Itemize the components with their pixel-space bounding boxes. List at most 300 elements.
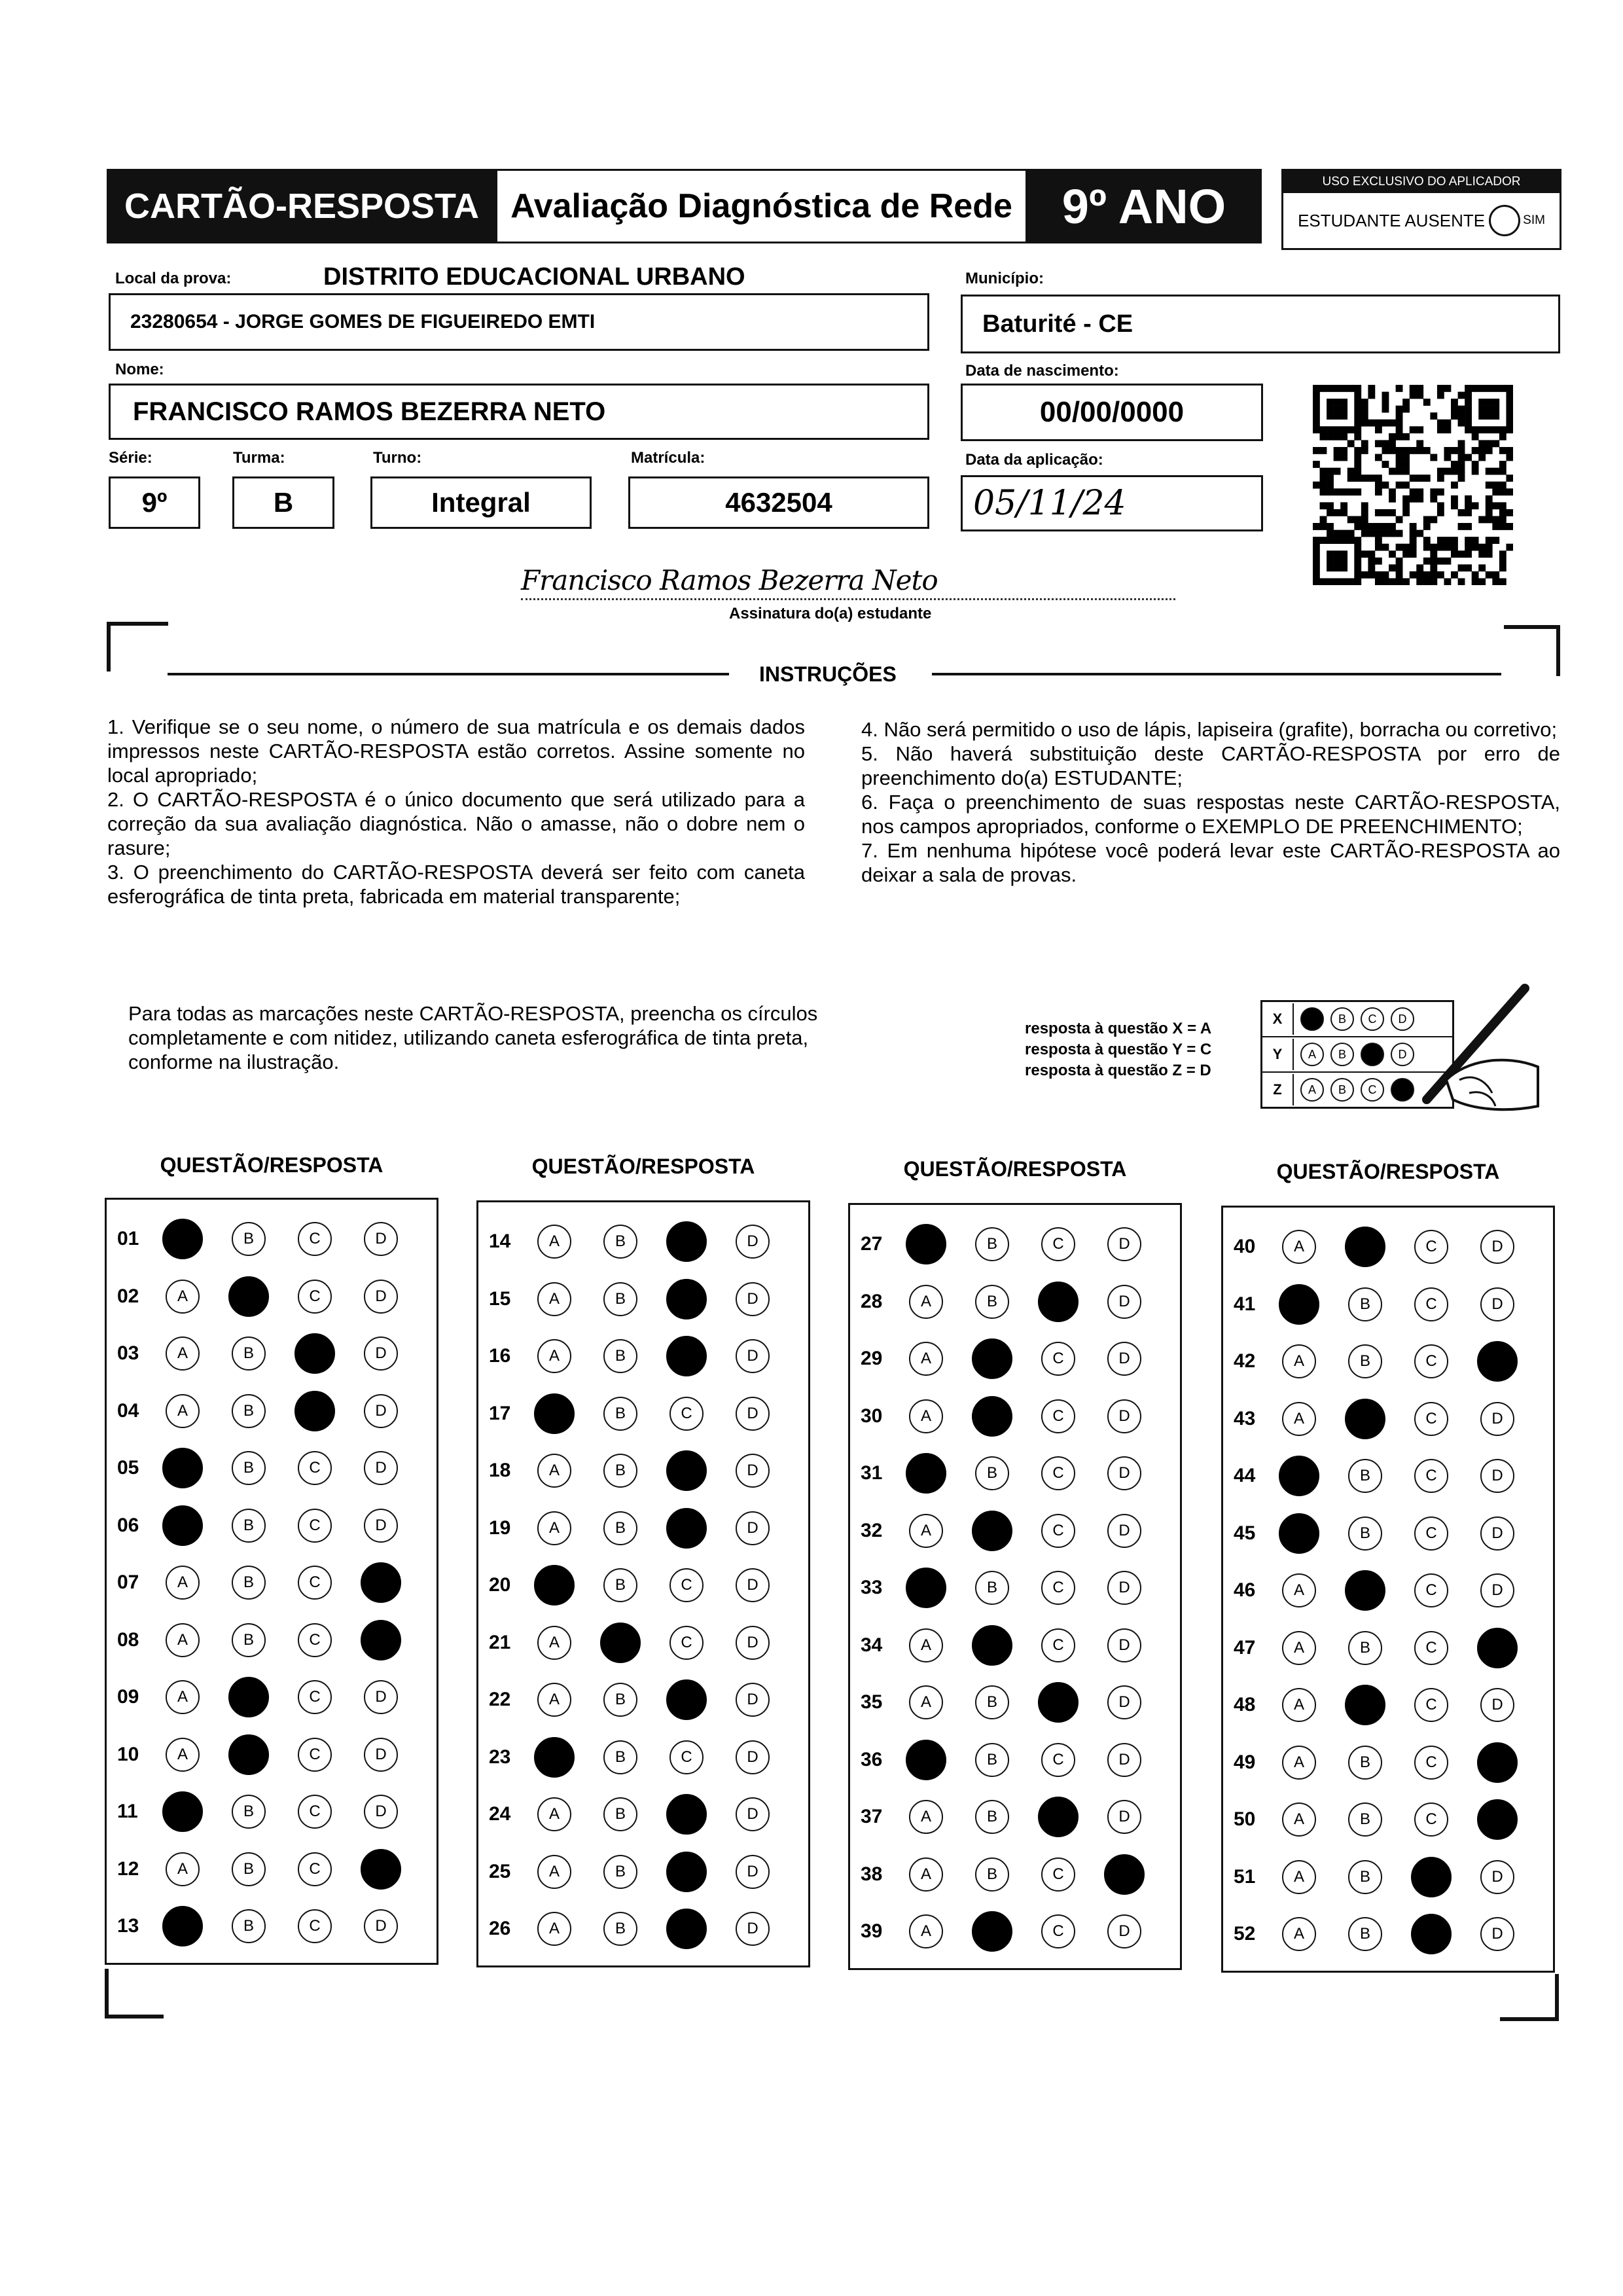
- answer-bubble-d[interactable]: D: [736, 1568, 770, 1602]
- example-bubble-d: D: [1391, 1043, 1414, 1066]
- answer-bubble-a[interactable]: A: [1282, 1917, 1316, 1951]
- local-label: Local da prova:: [115, 270, 232, 287]
- answer-bubble-d[interactable]: D: [1107, 1227, 1141, 1261]
- answer-bubble-c[interactable]: C: [666, 1336, 707, 1376]
- answer-bubble-d[interactable]: D: [1480, 1860, 1514, 1894]
- answer-bubble-c[interactable]: C: [1041, 1571, 1075, 1605]
- question-number: 12: [117, 1857, 139, 1880]
- answer-bubble-b[interactable]: B: [1348, 1459, 1382, 1493]
- answer-bubble-d[interactable]: D: [1477, 1341, 1518, 1382]
- question-number: 03: [117, 1342, 139, 1364]
- question-number: 29: [861, 1348, 883, 1369]
- question-number: 44: [1234, 1465, 1256, 1486]
- answer-row: [850, 1855, 1173, 1894]
- answer-row: [850, 1683, 1173, 1722]
- answer-bubble-b[interactable]: B: [600, 1623, 641, 1663]
- answer-bubble-a[interactable]: A: [1282, 1344, 1316, 1378]
- answer-row: [107, 1391, 430, 1431]
- answer-bubble-b[interactable]: B: [232, 1394, 266, 1428]
- answer-bubble-b[interactable]: B: [1345, 1570, 1385, 1611]
- answer-bubble-b[interactable]: B: [603, 1282, 637, 1316]
- example-row-label: Y: [1262, 1039, 1294, 1070]
- answer-bubble-b[interactable]: B: [232, 1795, 266, 1829]
- question-number: 04: [117, 1399, 139, 1422]
- answer-bubble-d[interactable]: D: [1107, 1399, 1141, 1433]
- answer-row: [1223, 1628, 1546, 1668]
- answer-row: [1223, 1571, 1546, 1610]
- answer-bubble-d[interactable]: D: [736, 1855, 770, 1889]
- answer-bubble-d[interactable]: D: [1107, 1571, 1141, 1605]
- answer-bubble-c[interactable]: C: [298, 1680, 332, 1714]
- example-bubble-b: B: [1330, 1007, 1354, 1031]
- answer-bubble-b[interactable]: B: [972, 1511, 1012, 1551]
- question-number: 43: [1234, 1407, 1256, 1429]
- answer-bubble-d[interactable]: D: [1480, 1688, 1514, 1722]
- answer-bubble-b[interactable]: B: [1348, 1287, 1382, 1321]
- answer-bubble-b[interactable]: B: [603, 1225, 637, 1259]
- answer-bubble-d[interactable]: D: [1107, 1342, 1141, 1376]
- answer-bubble-a[interactable]: A: [534, 1565, 575, 1605]
- answer-bubble-b[interactable]: B: [972, 1911, 1012, 1952]
- answer-bubble-b[interactable]: B: [972, 1338, 1012, 1379]
- answer-bubble-c[interactable]: C: [666, 1794, 707, 1835]
- answer-bubble-a[interactable]: A: [906, 1740, 946, 1780]
- answer-bubble-c[interactable]: C: [669, 1568, 704, 1602]
- answer-bubble-b[interactable]: B: [603, 1912, 637, 1946]
- question-number: 50: [1234, 1808, 1256, 1830]
- answer-bubble-c[interactable]: C: [666, 1221, 707, 1262]
- applicator-box: [1281, 169, 1561, 250]
- answer-bubble-c[interactable]: C: [298, 1451, 332, 1485]
- answer-bubble-d[interactable]: D: [736, 1683, 770, 1717]
- answer-row: [850, 1568, 1173, 1607]
- answer-bubble-d[interactable]: D: [736, 1225, 770, 1259]
- answer-bubble-d[interactable]: D: [1107, 1456, 1141, 1490]
- answer-bubble-c[interactable]: C: [1041, 1628, 1075, 1662]
- answer-bubble-b[interactable]: B: [232, 1336, 266, 1371]
- answer-row: [107, 1792, 430, 1831]
- answer-bubble-b[interactable]: B: [1348, 1631, 1382, 1665]
- answer-bubble-c[interactable]: C: [298, 1795, 332, 1829]
- answer-bubble-d[interactable]: D: [1480, 1230, 1514, 1264]
- answer-bubble-d[interactable]: D: [361, 1562, 401, 1603]
- answer-row: [478, 1451, 802, 1490]
- answer-bubble-a[interactable]: A: [1282, 1860, 1316, 1894]
- answer-bubble-c[interactable]: C: [1411, 1857, 1452, 1897]
- answer-bubble-c[interactable]: C: [669, 1626, 704, 1660]
- answer-bubble-b[interactable]: B: [603, 1740, 637, 1774]
- answer-row: [478, 1509, 802, 1548]
- answer-bubble-c[interactable]: C: [669, 1397, 704, 1431]
- answer-bubble-d[interactable]: D: [364, 1222, 398, 1256]
- answer-bubble-c[interactable]: C: [666, 1852, 707, 1892]
- fill-note: Para todas as marcações neste CARTÃO-RESPOSTA, preencha os círculos completamente e com nitidez, utilizando caneta esferográfica de tinta preta, conforme na ilustração.: [128, 1002, 818, 1073]
- answer-bubble-a[interactable]: A: [1282, 1402, 1316, 1436]
- answer-bubble-c[interactable]: C: [666, 1909, 707, 1949]
- example-bubble-b: B: [1330, 1043, 1354, 1066]
- answer-bubble-c[interactable]: C: [1041, 1914, 1075, 1948]
- answer-bubble-a[interactable]: A: [166, 1566, 200, 1600]
- answer-bubble-b[interactable]: B: [603, 1511, 637, 1545]
- answer-column: [848, 1203, 1182, 1970]
- answer-bubble-a[interactable]: A: [537, 1683, 571, 1717]
- answer-row: [850, 1282, 1173, 1321]
- answer-bubble-d[interactable]: D: [364, 1795, 398, 1829]
- answer-bubble-d[interactable]: D: [1480, 1516, 1514, 1551]
- answer-bubble-d[interactable]: D: [1480, 1459, 1514, 1493]
- answer-bubble-b[interactable]: B: [972, 1625, 1012, 1666]
- answer-bubble-d[interactable]: D: [736, 1397, 770, 1431]
- answer-bubble-d[interactable]: D: [1477, 1742, 1518, 1783]
- answer-bubble-d[interactable]: D: [364, 1680, 398, 1714]
- answer-bubble-b[interactable]: B: [603, 1797, 637, 1831]
- example-row-label: Z: [1262, 1074, 1294, 1105]
- answer-bubble-d[interactable]: D: [364, 1280, 398, 1314]
- answer-bubble-a[interactable]: A: [1282, 1631, 1316, 1665]
- answer-bubble-d[interactable]: D: [736, 1339, 770, 1373]
- answer-bubble-b[interactable]: B: [975, 1743, 1009, 1777]
- answer-bubble-b[interactable]: B: [232, 1852, 266, 1886]
- answer-bubble-a[interactable]: A: [534, 1393, 575, 1434]
- answer-bubble-d[interactable]: D: [736, 1626, 770, 1660]
- answer-bubble-a[interactable]: A: [906, 1224, 946, 1265]
- answer-bubble-b[interactable]: B: [603, 1397, 637, 1431]
- answer-bubble-b[interactable]: B: [603, 1683, 637, 1717]
- answer-bubble-a[interactable]: A: [909, 1514, 943, 1548]
- answer-bubble-a[interactable]: A: [166, 1280, 200, 1314]
- answer-row: [478, 1394, 802, 1433]
- answer-bubble-a[interactable]: A: [537, 1282, 571, 1316]
- instructions-left: 1. Verifique se o seu nome, o número de sua matrícula e os demais dados impressos neste CARTÃO-RESPOSTA estão corretos. Assine somente no local apropriado; 2. O CARTÃO-RESPOSTA é o único documento que será utilizado para a correção da sua avaliação diagnóstica. Não o amasse, não o dobre nem o rasure; 3. O preenchimento do CARTÃO-RESPOSTA deverá ser feito com caneta esferográfica de tinta preta, fabricada em material transparente;: [107, 715, 805, 908]
- answer-bubble-d[interactable]: D: [1107, 1685, 1141, 1719]
- answer-bubble-b[interactable]: B: [1348, 1746, 1382, 1780]
- answer-row: [850, 1397, 1173, 1436]
- answer-bubble-c[interactable]: C: [294, 1333, 335, 1374]
- answer-row: [107, 1506, 430, 1545]
- question-number: 20: [489, 1574, 511, 1596]
- answer-bubble-a[interactable]: A: [1282, 1803, 1316, 1837]
- answer-bubble-c[interactable]: C: [666, 1279, 707, 1319]
- example-bubble-d: D: [1391, 1007, 1414, 1031]
- column-title: QUESTÃO/RESPOSTA: [1276, 1160, 1500, 1183]
- answer-row: [107, 1448, 430, 1488]
- answer-bubble-c[interactable]: C: [1041, 1227, 1075, 1261]
- question-number: 06: [117, 1514, 139, 1536]
- answer-bubble-c[interactable]: C: [666, 1679, 707, 1720]
- answer-bubble-a[interactable]: A: [1279, 1513, 1319, 1554]
- answer-row: [850, 1511, 1173, 1551]
- answer-bubble-d[interactable]: D: [736, 1912, 770, 1946]
- answer-bubble-c[interactable]: C: [1041, 1456, 1075, 1490]
- answer-bubble-a[interactable]: A: [906, 1568, 946, 1608]
- answer-row: [478, 1738, 802, 1777]
- absent-bubble[interactable]: [1489, 205, 1520, 236]
- answer-bubble-c[interactable]: C: [1041, 1743, 1075, 1777]
- answer-row: [107, 1621, 430, 1660]
- answer-bubble-c[interactable]: C: [666, 1508, 707, 1549]
- answer-bubble-c[interactable]: C: [666, 1450, 707, 1491]
- answer-bubble-d[interactable]: D: [1104, 1854, 1145, 1895]
- answer-bubble-d[interactable]: D: [1107, 1628, 1141, 1662]
- answer-bubble-b[interactable]: B: [603, 1568, 637, 1602]
- answer-bubble-a[interactable]: A: [909, 1342, 943, 1376]
- answer-bubble-c[interactable]: C: [1038, 1797, 1079, 1837]
- answer-bubble-a[interactable]: A: [537, 1339, 571, 1373]
- question-number: 45: [1234, 1522, 1256, 1544]
- corner-mark-bl: [105, 1969, 164, 2018]
- aplicacao-field: 05/11/24: [961, 475, 1263, 531]
- instructions-right: 4. Não será permitido o uso de lápis, lapiseira (grafite), borracha ou corretivo; 5. Não haverá substituição deste CARTÃO-RESPOSTA por erro de preenchimento do(a) ESTUDANTE; 6. Faça o preenchimento de suas respostas neste CARTÃO-RESPOSTA, nos campos apropriados, conforme o EXEMPLO DE PREENCHIMENTO; 7. Em nenhuma hipótese você poderá levar este CARTÃO-RESPOSTA ao deixar a sala de provas.: [861, 718, 1560, 886]
- answer-bubble-a[interactable]: A: [1279, 1456, 1319, 1496]
- answer-bubble-b[interactable]: B: [1348, 1803, 1382, 1837]
- answer-bubble-a[interactable]: A: [162, 1791, 203, 1832]
- answer-bubble-a[interactable]: A: [537, 1454, 571, 1488]
- answer-bubble-d[interactable]: D: [736, 1797, 770, 1831]
- answer-bubble-d[interactable]: D: [1107, 1285, 1141, 1319]
- answer-bubble-a[interactable]: A: [1282, 1746, 1316, 1780]
- answer-bubble-c[interactable]: C: [298, 1222, 332, 1256]
- question-number: 28: [861, 1290, 883, 1312]
- answer-bubble-a[interactable]: A: [1282, 1230, 1316, 1264]
- answer-bubble-b[interactable]: B: [975, 1800, 1009, 1834]
- answer-bubble-c[interactable]: C: [1414, 1344, 1448, 1378]
- answer-bubble-a[interactable]: A: [537, 1225, 571, 1259]
- answer-bubble-b[interactable]: B: [1348, 1917, 1382, 1951]
- answer-bubble-c[interactable]: C: [298, 1909, 332, 1943]
- answer-row: [478, 1623, 802, 1662]
- answer-row: [1223, 1685, 1546, 1725]
- answer-bubble-b[interactable]: B: [975, 1456, 1009, 1490]
- question-number: 24: [489, 1803, 511, 1825]
- answer-bubble-d[interactable]: D: [1480, 1402, 1514, 1436]
- instructions-rule-right: [932, 673, 1501, 675]
- answer-bubble-b[interactable]: B: [232, 1222, 266, 1256]
- answer-bubble-a[interactable]: A: [909, 1800, 943, 1834]
- answer-bubble-c[interactable]: C: [1414, 1516, 1448, 1551]
- answer-bubble-b[interactable]: B: [603, 1855, 637, 1889]
- answer-bubble-c[interactable]: C: [1414, 1573, 1448, 1607]
- answer-bubble-c[interactable]: C: [1038, 1682, 1079, 1723]
- answer-bubble-c[interactable]: C: [1414, 1459, 1448, 1493]
- answer-bubble-c[interactable]: C: [298, 1623, 332, 1657]
- answer-bubble-a[interactable]: A: [909, 1914, 943, 1948]
- answer-bubble-b[interactable]: B: [232, 1909, 266, 1943]
- answer-bubble-c[interactable]: C: [1414, 1746, 1448, 1780]
- answer-bubble-c[interactable]: C: [298, 1738, 332, 1772]
- answer-bubble-a[interactable]: A: [534, 1737, 575, 1778]
- answer-bubble-c[interactable]: C: [1414, 1803, 1448, 1837]
- answer-bubble-d[interactable]: D: [1107, 1743, 1141, 1777]
- answer-row: [850, 1339, 1173, 1378]
- answer-bubble-b[interactable]: B: [603, 1454, 637, 1488]
- eval-title: Avaliação Diagnóstica de Rede: [495, 169, 1027, 243]
- nome-label: Nome:: [115, 361, 164, 378]
- answer-bubble-a[interactable]: A: [909, 1685, 943, 1719]
- answer-bubble-d[interactable]: D: [1477, 1628, 1518, 1668]
- question-number: 42: [1234, 1350, 1256, 1372]
- example-bubble-c: C: [1361, 1007, 1384, 1031]
- answer-bubble-c[interactable]: C: [298, 1852, 332, 1886]
- answer-bubble-c[interactable]: C: [1414, 1688, 1448, 1722]
- answer-bubble-a[interactable]: A: [1282, 1573, 1316, 1607]
- signature-caption: Assinatura do(a) estudante: [729, 605, 932, 622]
- answer-bubble-a[interactable]: A: [537, 1511, 571, 1545]
- answer-bubble-b[interactable]: B: [232, 1566, 266, 1600]
- answer-bubble-b[interactable]: B: [1348, 1344, 1382, 1378]
- answer-bubble-a[interactable]: A: [162, 1505, 203, 1546]
- answer-bubble-b[interactable]: B: [228, 1677, 269, 1717]
- answer-bubble-a[interactable]: A: [166, 1680, 200, 1714]
- example-bubble-a: A: [1300, 1078, 1324, 1102]
- answer-row: [478, 1566, 802, 1605]
- signature: Francisco Ramos Bezerra Neto: [521, 564, 1175, 600]
- turno-field: Integral: [370, 476, 592, 529]
- answer-bubble-c[interactable]: C: [1041, 1514, 1075, 1548]
- answer-column: [476, 1200, 810, 1967]
- answer-bubble-a[interactable]: A: [1282, 1688, 1316, 1722]
- answer-bubble-a[interactable]: A: [909, 1628, 943, 1662]
- answer-bubble-c[interactable]: C: [1041, 1857, 1075, 1892]
- answer-bubble-a[interactable]: A: [537, 1855, 571, 1889]
- answer-bubble-d[interactable]: D: [364, 1394, 398, 1428]
- answer-bubble-c[interactable]: C: [298, 1566, 332, 1600]
- question-number: 05: [117, 1457, 139, 1479]
- answer-bubble-c[interactable]: C: [1414, 1230, 1448, 1264]
- answer-bubble-b[interactable]: B: [228, 1734, 269, 1775]
- answer-row: [850, 1797, 1173, 1837]
- answer-row: [107, 1563, 430, 1602]
- answer-bubble-d[interactable]: D: [1107, 1914, 1141, 1948]
- answer-bubble-a[interactable]: A: [166, 1336, 200, 1371]
- answer-row: [107, 1334, 430, 1373]
- answer-row: [1223, 1914, 1546, 1954]
- answer-bubble-d[interactable]: D: [361, 1849, 401, 1890]
- answer-bubble-b[interactable]: B: [232, 1451, 266, 1485]
- answer-bubble-b[interactable]: B: [232, 1509, 266, 1543]
- answer-bubble-c[interactable]: C: [1414, 1402, 1448, 1436]
- answer-bubble-d[interactable]: D: [736, 1740, 770, 1774]
- answer-bubble-d[interactable]: D: [361, 1620, 401, 1660]
- answer-bubble-b[interactable]: B: [972, 1396, 1012, 1437]
- question-number: 48: [1234, 1694, 1256, 1715]
- answer-bubble-a[interactable]: A: [162, 1906, 203, 1946]
- grade-title: 9º ANO: [1026, 169, 1262, 243]
- column-title: QUESTÃO/RESPOSTA: [160, 1153, 383, 1177]
- answer-bubble-b[interactable]: B: [228, 1276, 269, 1317]
- answer-bubble-d[interactable]: D: [1480, 1917, 1514, 1951]
- answer-row: [1223, 1743, 1546, 1782]
- matricula-field: 4632504: [628, 476, 929, 529]
- answer-bubble-c[interactable]: C: [1041, 1399, 1075, 1433]
- answer-bubble-a[interactable]: A: [909, 1285, 943, 1319]
- question-number: 27: [861, 1233, 883, 1255]
- answer-bubble-d[interactable]: D: [364, 1451, 398, 1485]
- answer-row: [107, 1219, 430, 1259]
- answer-bubble-c[interactable]: C: [1414, 1287, 1448, 1321]
- answer-bubble-a[interactable]: A: [162, 1448, 203, 1488]
- question-number: 02: [117, 1285, 139, 1307]
- answer-bubble-b[interactable]: B: [975, 1285, 1009, 1319]
- answer-row: [1223, 1514, 1546, 1553]
- answer-bubble-d[interactable]: D: [736, 1454, 770, 1488]
- answer-bubble-c[interactable]: C: [669, 1740, 704, 1774]
- question-number: 34: [861, 1634, 883, 1656]
- answer-bubble-a[interactable]: A: [162, 1219, 203, 1259]
- answer-bubble-c[interactable]: C: [1411, 1914, 1452, 1954]
- answer-bubble-b[interactable]: B: [975, 1571, 1009, 1605]
- answer-bubble-c[interactable]: C: [1041, 1342, 1075, 1376]
- answer-bubble-a[interactable]: A: [166, 1623, 200, 1657]
- answer-bubble-a[interactable]: A: [909, 1857, 943, 1892]
- answer-bubble-b[interactable]: B: [1348, 1516, 1382, 1551]
- answer-bubble-c[interactable]: C: [1038, 1282, 1079, 1322]
- answer-bubble-b[interactable]: B: [603, 1339, 637, 1373]
- answer-bubble-a[interactable]: A: [537, 1797, 571, 1831]
- answer-bubble-a[interactable]: A: [909, 1399, 943, 1433]
- municipio-label: Município:: [965, 270, 1044, 287]
- answer-bubble-b[interactable]: B: [1345, 1227, 1385, 1267]
- answer-bubble-b[interactable]: B: [975, 1685, 1009, 1719]
- answer-bubble-a[interactable]: A: [166, 1852, 200, 1886]
- answer-bubble-a[interactable]: A: [537, 1626, 571, 1660]
- example-bubble-d: D: [1391, 1078, 1414, 1102]
- answer-bubble-b[interactable]: B: [1345, 1685, 1385, 1725]
- answer-bubble-d[interactable]: D: [736, 1282, 770, 1316]
- answer-bubble-d[interactable]: D: [1480, 1573, 1514, 1607]
- example-bubble-c: C: [1361, 1043, 1384, 1066]
- answer-bubble-c[interactable]: C: [294, 1391, 335, 1431]
- absent-option: SIM: [1523, 213, 1545, 227]
- answer-bubble-d[interactable]: D: [364, 1909, 398, 1943]
- answer-bubble-b[interactable]: B: [232, 1623, 266, 1657]
- question-number: 14: [489, 1230, 511, 1252]
- answer-bubble-a[interactable]: A: [166, 1738, 200, 1772]
- pen-hand-illustration: [1407, 982, 1544, 1119]
- question-number: 21: [489, 1631, 511, 1653]
- answer-bubble-b[interactable]: B: [975, 1857, 1009, 1892]
- answer-bubble-d[interactable]: D: [1480, 1287, 1514, 1321]
- serie-field: 9º: [109, 476, 200, 529]
- answer-row: [478, 1336, 802, 1376]
- question-number: 13: [117, 1915, 139, 1937]
- answer-bubble-c[interactable]: C: [298, 1280, 332, 1314]
- answer-bubble-a[interactable]: A: [906, 1453, 946, 1494]
- answer-bubble-a[interactable]: A: [537, 1912, 571, 1946]
- answer-bubble-b[interactable]: B: [1348, 1860, 1382, 1894]
- answer-bubble-d[interactable]: D: [1107, 1800, 1141, 1834]
- answer-bubble-c[interactable]: C: [1414, 1631, 1448, 1665]
- answer-bubble-a[interactable]: A: [166, 1394, 200, 1428]
- corner-mark-tr: [1504, 625, 1560, 676]
- answer-bubble-d[interactable]: D: [1477, 1799, 1518, 1840]
- answer-row: [478, 1280, 802, 1319]
- question-number: 31: [861, 1462, 883, 1484]
- answer-row: [107, 1277, 430, 1316]
- answer-bubble-d[interactable]: D: [364, 1336, 398, 1371]
- question-number: 08: [117, 1628, 139, 1651]
- answer-bubble-c[interactable]: C: [298, 1509, 332, 1543]
- answer-bubble-d[interactable]: D: [364, 1509, 398, 1543]
- answer-bubble-b[interactable]: B: [1345, 1399, 1385, 1439]
- answer-bubble-b[interactable]: B: [975, 1227, 1009, 1261]
- answer-bubble-d[interactable]: D: [364, 1738, 398, 1772]
- answer-row: [1223, 1285, 1546, 1324]
- answer-row: [1223, 1342, 1546, 1381]
- answer-bubble-d[interactable]: D: [736, 1511, 770, 1545]
- answer-bubble-a[interactable]: A: [1279, 1284, 1319, 1325]
- district-name: DISTRITO EDUCACIONAL URBANO: [323, 263, 745, 291]
- answer-bubble-d[interactable]: D: [1107, 1514, 1141, 1548]
